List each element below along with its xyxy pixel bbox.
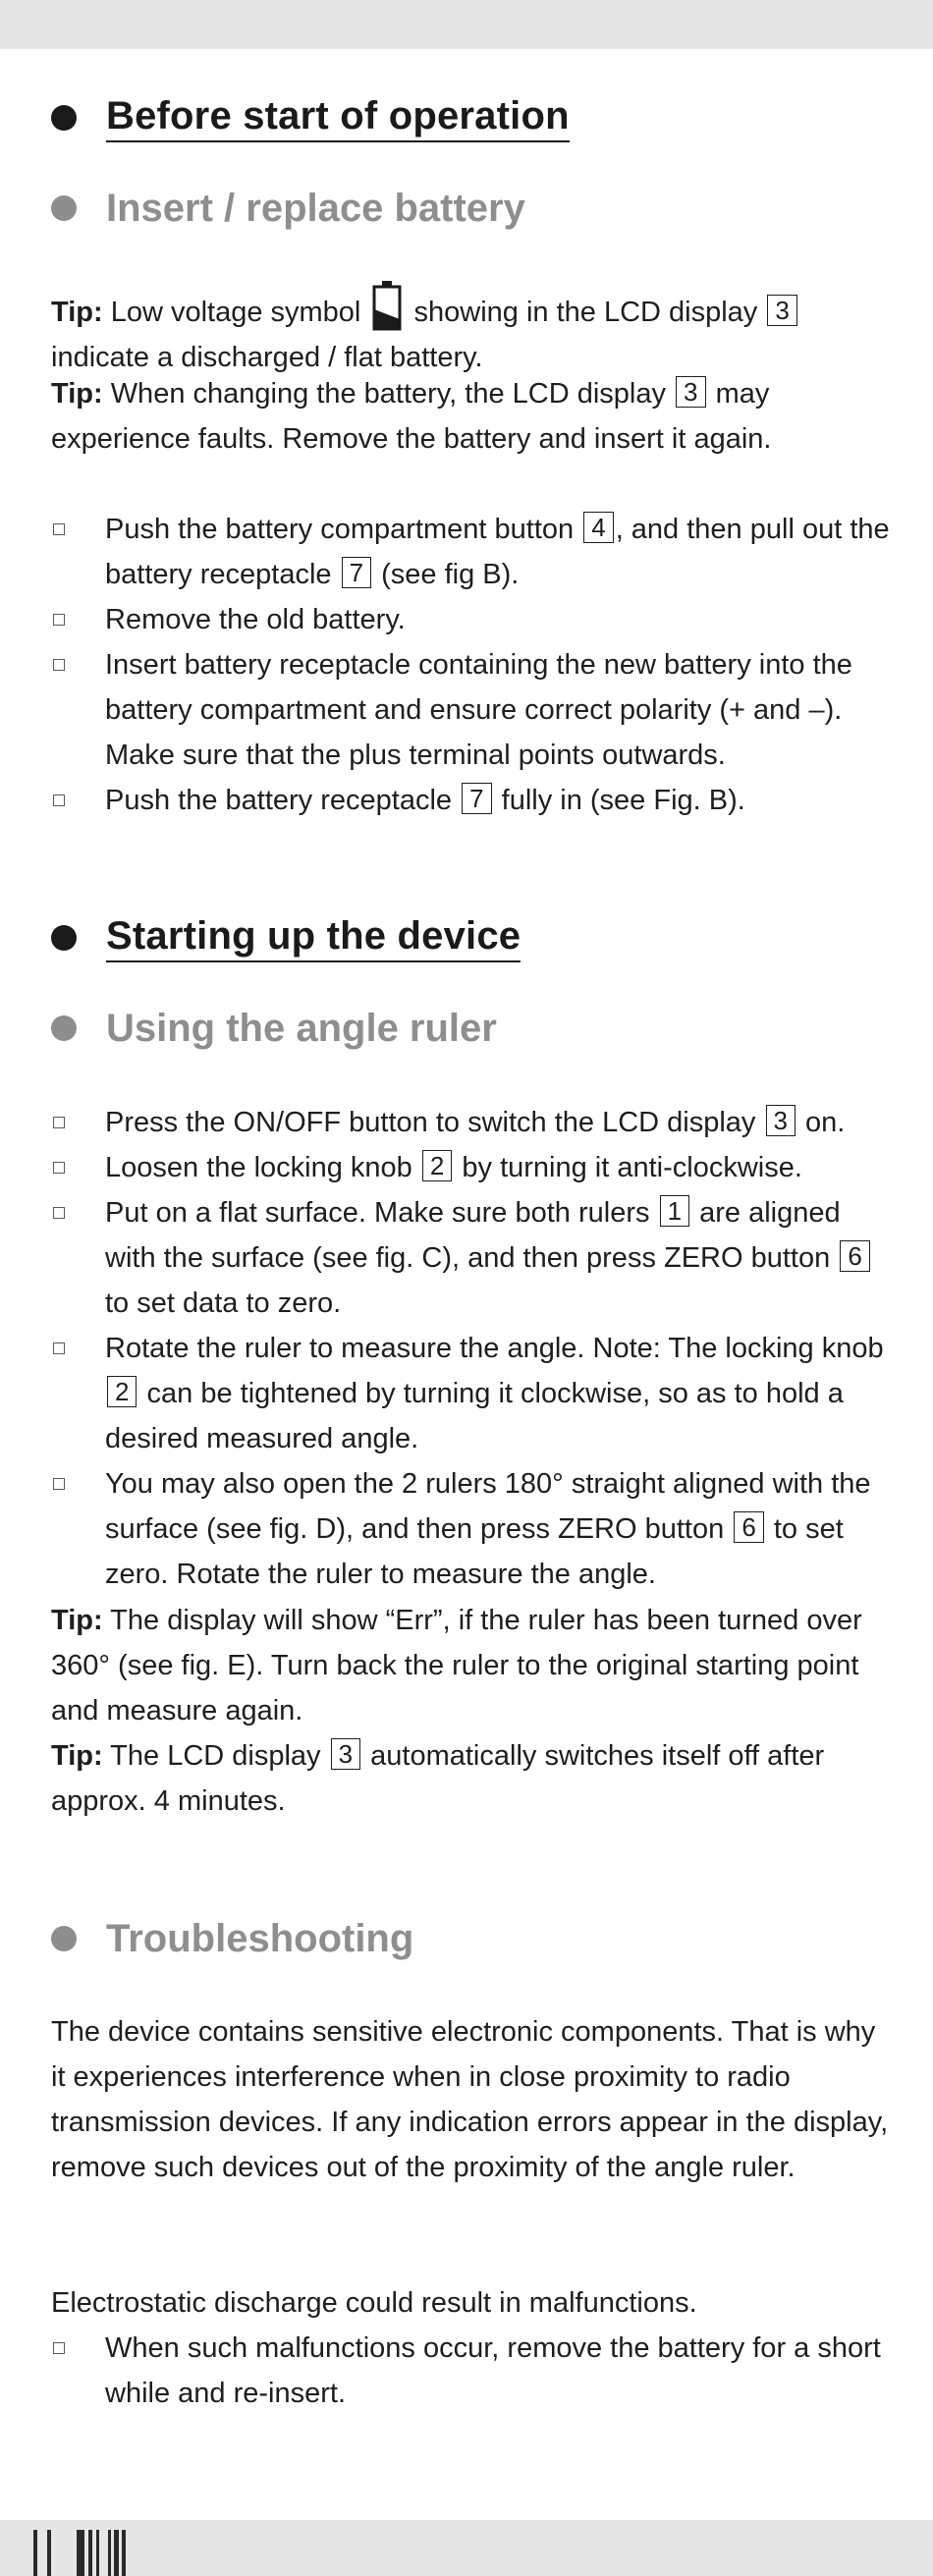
step-text: fully in (see Fig. B).	[501, 785, 745, 816]
low-battery-icon	[372, 280, 402, 331]
angle-ruler-steps-list	[51, 1100, 896, 1597]
troubleshooting-paragraph: The device contains sensitive electronic components. That is why it experiences interference when in close proximity to radio transmission devices. If any indication errors appear in the display, remove such devices out of the proximity of the angle ruler.	[51, 2016, 889, 2183]
list-item	[51, 778, 896, 823]
troubleshooting-steps-list	[51, 2326, 896, 2416]
step-text: to set zero. Rotate the ruler to measure the angle.	[105, 1513, 844, 1590]
section-title: Starting up the device	[106, 913, 521, 962]
step-text: Rotate the ruler to measure the angle. Note: The locking knob	[105, 1333, 884, 1364]
step-text: Push the battery compartment button	[105, 514, 575, 545]
tip-text: may experience faults. Remove the battery and insert it again.	[51, 378, 772, 455]
ref-box-lcd-display: 3	[331, 1738, 360, 1770]
list-item	[51, 597, 896, 642]
checkbox-bullet-icon	[53, 1117, 65, 1128]
section-heading-before-start	[51, 88, 570, 147]
tip-label: Tip:	[51, 378, 103, 410]
tip-text: indicate a discharged / flat battery.	[51, 342, 483, 373]
list-item	[51, 2326, 896, 2416]
step-text: Loosen the locking knob	[105, 1152, 412, 1183]
heading-bullet-icon	[51, 925, 77, 951]
ref-box-lcd-display: 3	[767, 295, 796, 326]
step-text: (see fig B).	[381, 559, 520, 590]
tip-err-display	[51, 1598, 896, 1733]
subheading-title: Troubleshooting	[106, 1917, 414, 1960]
subheading-insert-battery	[51, 181, 525, 236]
checkbox-bullet-icon	[53, 795, 65, 806]
subheading-troubleshooting	[51, 1911, 413, 1966]
tip-changing-battery	[51, 371, 896, 462]
tip-label: Tip:	[51, 297, 103, 328]
checkbox-bullet-icon	[53, 1478, 65, 1490]
checkbox-bullet-icon	[53, 659, 65, 671]
bottom-margin-band	[0, 2520, 933, 2576]
tip-text: Low voltage symbol	[110, 297, 361, 328]
step-text: Insert battery receptacle containing the new battery into the battery compartment and ensure correct polarity (+ and –). Make sure that the plus terminal points outwards.	[105, 649, 852, 771]
checkbox-bullet-icon	[53, 1207, 65, 1219]
subheading-angle-ruler	[51, 1001, 497, 1056]
list-item	[51, 1461, 896, 1597]
step-text: , and then pull out the battery receptacle	[105, 514, 890, 590]
ref-box: 6	[840, 1240, 869, 1272]
tip-auto-off	[51, 1733, 896, 1824]
electrostatic-paragraph: Electrostatic discharge could result in malfunctions.	[51, 2287, 697, 2319]
step-text: You may also open the 2 rulers 180° straight aligned with the surface (see fig. D), and then press ZERO button	[105, 1468, 871, 1545]
tip-text: The display will show “Err”, if the ruler has been turned over 360° (see fig. E). Turn back the ruler to the original starting point and measure again.	[51, 1605, 862, 1726]
checkbox-bullet-icon	[53, 614, 65, 626]
step-text: can be tightened by turning it clockwise, so as to hold a desired measured angle.	[105, 1378, 844, 1454]
subheading-title: Insert / replace battery	[106, 187, 525, 230]
list-item	[51, 1100, 896, 1145]
ref-box: 7	[462, 783, 491, 814]
tip-label: Tip:	[51, 1740, 103, 1772]
ref-box: 1	[660, 1195, 689, 1227]
battery-steps-list	[51, 507, 896, 823]
subheading-bullet-icon	[51, 1926, 77, 1951]
step-text: on.	[805, 1107, 846, 1138]
ref-box-lcd-display: 3	[676, 376, 705, 408]
step-text: When such malfunctions occur, remove the battery for a short while and re-insert.	[105, 2332, 881, 2409]
heading-bullet-icon	[51, 105, 77, 131]
checkbox-bullet-icon	[53, 1343, 65, 1354]
subheading-bullet-icon	[51, 1015, 77, 1041]
list-item	[51, 1145, 896, 1190]
tip-text: automatically switches itself off after approx. 4 minutes.	[51, 1740, 825, 1817]
ref-box: 2	[107, 1376, 137, 1407]
ref-box: 3	[766, 1105, 796, 1136]
list-item	[51, 642, 896, 778]
barcode-icon	[33, 2530, 132, 2576]
list-item	[51, 1326, 896, 1461]
tip-low-voltage	[51, 280, 896, 380]
step-text: Put on a flat surface. Make sure both rulers	[105, 1197, 650, 1229]
step-text: to set data to zero.	[105, 1288, 342, 1319]
checkbox-bullet-icon	[53, 523, 65, 535]
top-margin-band	[0, 0, 933, 49]
ref-box: 6	[734, 1511, 763, 1543]
ref-box: 4	[583, 512, 613, 543]
step-text: Press the ON/OFF button to switch the LCD display	[105, 1107, 756, 1138]
step-text: by turning it anti-clockwise.	[462, 1152, 802, 1183]
checkbox-bullet-icon	[53, 1162, 65, 1174]
tip-text: When changing the battery, the LCD display	[110, 378, 666, 410]
subheading-bullet-icon	[51, 195, 77, 221]
step-text: Push the battery receptacle	[105, 785, 453, 816]
ref-box: 7	[342, 557, 371, 588]
section-heading-starting-up	[51, 908, 521, 967]
ref-box: 2	[422, 1150, 452, 1181]
list-item	[51, 1190, 896, 1326]
step-text: Remove the old battery.	[105, 604, 406, 635]
tip-text: showing in the LCD display	[413, 297, 758, 328]
tip-text: The LCD display	[110, 1740, 321, 1772]
step-text: are aligned with the surface (see fig. C), and then press ZERO button	[105, 1197, 841, 1274]
subheading-title: Using the angle ruler	[106, 1007, 497, 1050]
checkbox-bullet-icon	[53, 2342, 65, 2354]
section-title: Before start of operation	[106, 93, 570, 142]
list-item	[51, 507, 896, 597]
tip-label: Tip:	[51, 1605, 103, 1636]
